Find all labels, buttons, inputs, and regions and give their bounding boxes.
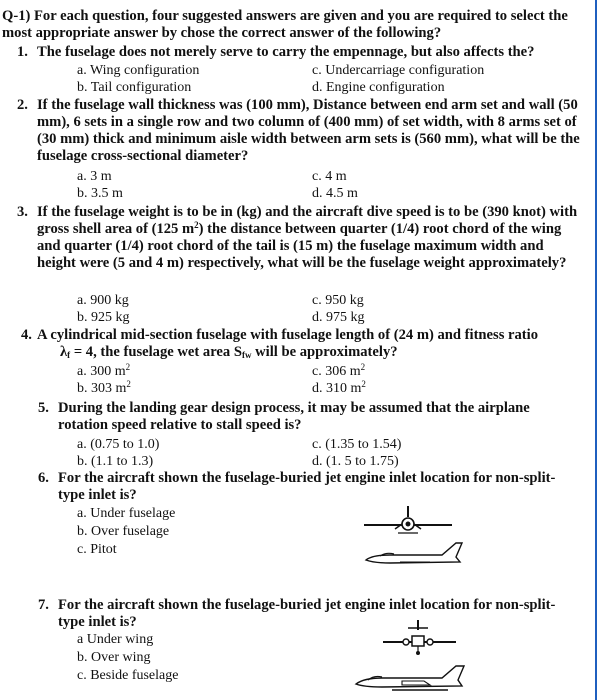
aircraft-front-view-icon — [380, 618, 470, 658]
question-number: 3. — [17, 204, 28, 220]
option-d[interactable]: d. 310 $m^2$ — [312, 379, 366, 396]
option-a[interactable]: a Under wing — [77, 632, 154, 647]
option-c[interactable]: c. Pitot — [77, 542, 117, 557]
option-d[interactable]: d. (1. 5 to 1.75) — [312, 454, 399, 469]
option-a[interactable]: a. (0.75 to 1.0) — [77, 437, 160, 452]
option-a[interactable]: a. Under fuselage — [77, 506, 176, 521]
question-4 — [21, 327, 582, 361]
question-text: If the fuselage weight is to be in (kg) and the aircraft dive speed is to be (390 knot) with gross shell area of (125 $m^2$) the distance between quarter (1/4) root chord of the wing and quarter (1/4) root chord of the tail is (15 m) the fuselage maximum width and height were (5 and 4 m) respectively, what will be the fuselage weight approximately? — [37, 204, 578, 271]
option-a[interactable]: a. 900 kg — [77, 293, 129, 308]
option-c[interactable]: c. 4 m — [312, 169, 347, 184]
option-b[interactable]: b. 3.5 m — [77, 186, 123, 201]
option-d[interactable]: d. Engine configuration — [312, 80, 445, 95]
question-number: 5. — [38, 400, 49, 416]
question-2 — [17, 97, 582, 165]
option-d[interactable]: d. 4.5 m — [312, 186, 358, 201]
option-b[interactable]: b. Tail configuration — [77, 80, 192, 95]
option-c[interactable]: c. 950 kg — [312, 293, 364, 308]
aircraft-side-view-icon — [352, 662, 470, 694]
option-d[interactable]: d. 975 kg — [312, 310, 365, 325]
option-b[interactable]: b. (1.1 to 1.3) — [77, 454, 154, 469]
question-text: The fuselage does not merely serve to carry the empennage, but also affects the? — [37, 44, 535, 60]
question-6 — [38, 470, 582, 504]
question-text: During the landing gear design process, it may be assumed that the airplane rotation speed relative to stall speed is? — [58, 400, 530, 433]
option-a[interactable]: a. Wing configuration — [77, 63, 200, 78]
option-c[interactable]: c. Undercarriage configuration — [312, 63, 485, 78]
option-b[interactable]: b. 925 kg — [77, 310, 130, 325]
question-7 — [38, 597, 582, 631]
question-number: 2. — [17, 97, 28, 113]
question-text: If the fuselage wall thickness was (100 mm), Distance between end arm set and wall (50 mm), 6 sets in a single row and two column of (400 mm) of set width, with 8 arms set of (30 mm) thick and minimum aisle width between arm sets is (560 mm), what will be the fuselage cross-sectional diameter? — [37, 97, 580, 164]
question-number: 4. — [21, 327, 32, 343]
option-b[interactable]: b. 303 $m^2$ — [77, 379, 131, 396]
aircraft-front-view-icon — [360, 505, 470, 545]
option-a[interactable]: a. 3 m — [77, 169, 112, 184]
aircraft-side-view-icon — [360, 540, 470, 570]
option-a[interactable]: a. 300 $m^2$ — [77, 362, 131, 379]
question-1 — [17, 44, 582, 61]
question-text: For the aircraft shown the fuselage-buried jet engine inlet location for non-split-type inlet is? — [58, 470, 556, 503]
option-c[interactable]: c. Beside fuselage — [77, 668, 179, 683]
question-text: A cylindrical mid-section fuselage with fuselage length of (24 m) and fitness ratio $\lambda_f = 4$, the fuselage wet area $S_{fw}$ will be approximately? — [37, 327, 539, 360]
question-number: 6. — [38, 470, 49, 486]
option-c[interactable]: c. (1.35 to 1.54) — [312, 437, 402, 452]
page-edge-rule — [595, 0, 597, 700]
section-header: Q-1) For each question, four suggested answers are given and you are required to select the most appropriate answer by chose the correct answer of the following? — [2, 8, 568, 41]
question-number: 7. — [38, 597, 49, 613]
question-5 — [38, 400, 582, 434]
question-3 — [17, 204, 582, 272]
option-b[interactable]: b. Over wing — [77, 650, 151, 665]
question-text: For the aircraft shown the fuselage-buried jet engine inlet location for non-split- type inlet is? — [58, 597, 556, 630]
question-number: 1. — [17, 44, 28, 60]
option-b[interactable]: b. Over fuselage — [77, 524, 170, 539]
option-c[interactable]: c. 306 $m^2$ — [312, 362, 366, 379]
